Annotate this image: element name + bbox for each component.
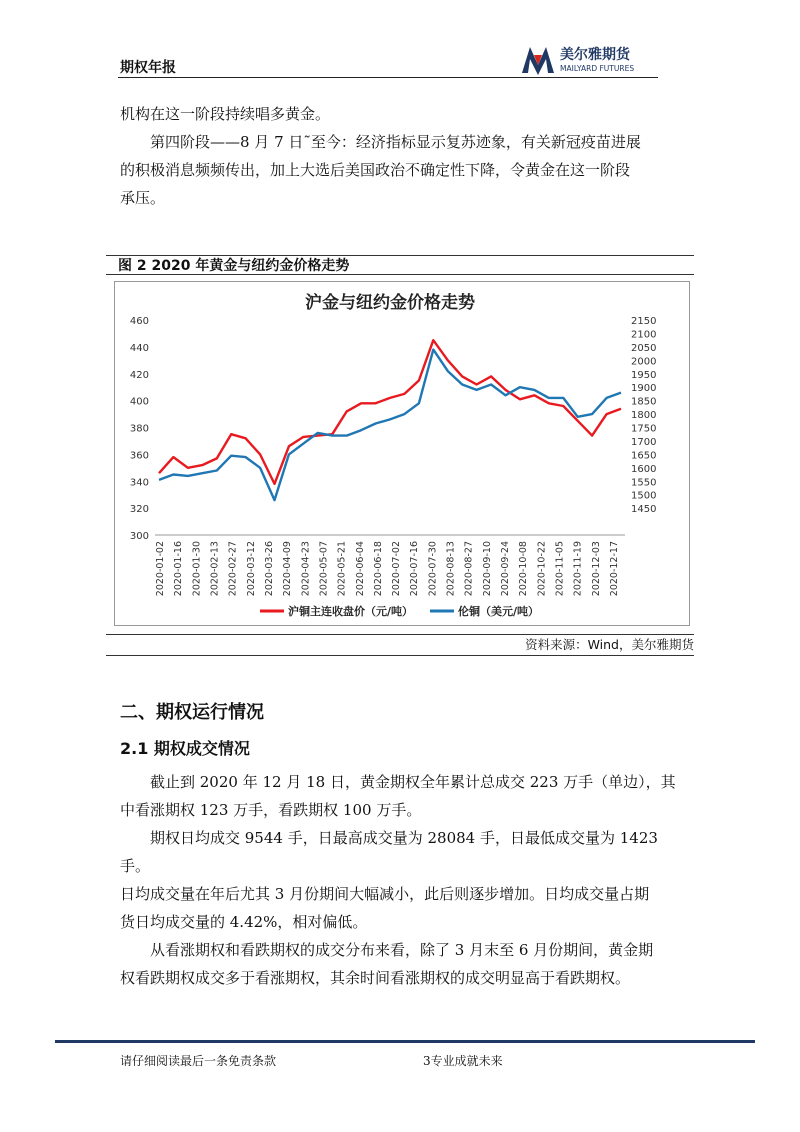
y-right-tick-label: 1600 — [631, 463, 657, 475]
x-tick-label: 2020-03-12 — [245, 541, 257, 597]
figure-source: 资料来源：Wind，美尔雅期货 — [106, 634, 694, 656]
x-tick-label: 2020-08-13 — [445, 541, 457, 597]
body-line: 从看涨期权和看跌期权的成交分布来看，除了 3 月末至 6 月份期间，黄金期 — [150, 941, 654, 959]
intro-paragraphs — [120, 100, 700, 212]
y-left-tick-label: 460 — [129, 316, 149, 327]
figure-caption: 图 2 2020 年黄金与纽约金价格走势 — [106, 255, 694, 275]
y-left-tick-label: 300 — [129, 531, 149, 542]
intro-line-1: 机构在这一阶段持续唱多黄金。 — [120, 105, 331, 123]
x-tick-label: 2020-01-16 — [173, 541, 185, 597]
x-tick-label: 2020-11-05 — [554, 541, 566, 597]
x-tick-label: 2020-01-02 — [155, 541, 166, 597]
y-left-tick-label: 320 — [129, 504, 149, 516]
y-right-tick-label: 1700 — [631, 436, 657, 448]
x-tick-label: 2020-12-03 — [590, 541, 602, 597]
x-tick-label: 2020-04-09 — [282, 541, 294, 597]
y-right-tick-label: 2150 — [631, 316, 657, 327]
body-line: 截止到 2020 年 12 月 18 日，黄金期权全年累计总成交 223 万手（单边），其 — [150, 773, 676, 791]
y-left-tick-label: 360 — [129, 450, 149, 462]
y-right-tick-label: 1800 — [631, 410, 657, 422]
x-tick-label: 2020-07-16 — [409, 541, 421, 597]
intro-line-3: 的积极消息频频传出，加上大选后美国政治不确定性下降，令黄金在这一阶段 — [120, 161, 631, 179]
x-tick-label: 2020-10-22 — [536, 541, 548, 597]
x-tick-label: 2020-07-30 — [427, 541, 439, 597]
logo-en: MAILYARD FUTURES — [560, 64, 635, 73]
intro-line-4: 承压。 — [120, 189, 166, 207]
body-line: 期权日均成交 9544 手，日最高成交量为 28084 手，日最低成交量为 1423 手。 — [120, 829, 658, 875]
logo-cn: 美尔雅期货 — [560, 47, 630, 63]
y-right-tick-label: 2000 — [631, 356, 657, 368]
y-right-tick-label: 1950 — [631, 369, 657, 381]
body-line: 权看跌期权成交多于看涨期权，其余时间看涨期权的成交明显高于看跌期权。 — [120, 969, 631, 987]
section-heading: 二、期权运行情况 — [120, 702, 264, 723]
footer-disclaimer: 请仔细阅读最后一条免责条款 — [120, 1054, 277, 1068]
report-title: 期权年报 — [120, 60, 176, 76]
y-right-tick-label: 1900 — [631, 383, 657, 395]
x-tick-label: 2020-02-27 — [227, 541, 239, 597]
y-left-tick-label: 340 — [129, 477, 149, 489]
section-body — [120, 768, 690, 992]
body-line: 日均成交量在年后尤其 3 月份期间大幅减小，此后则逐步增加。日均成交量占期 — [120, 885, 650, 903]
x-tick-label: 2020-09-24 — [500, 541, 512, 597]
x-tick-label: 2020-06-18 — [372, 541, 384, 597]
chart-container — [114, 281, 690, 626]
y-right-tick-label: 1450 — [631, 504, 657, 516]
legend-label: 伦铜（美元/吨） — [458, 605, 540, 618]
y-right-tick-label: 2100 — [631, 329, 657, 341]
y-right-tick-label: 1550 — [631, 477, 657, 489]
body-line: 中看涨期权 123 万手，看跌期权 100 万手。 — [120, 801, 422, 819]
x-tick-label: 2020-04-23 — [300, 541, 312, 597]
x-tick-label: 2020-09-10 — [481, 541, 493, 597]
y-left-tick-label: 400 — [129, 396, 149, 408]
company-logo — [520, 43, 660, 75]
x-tick-label: 2020-01-30 — [191, 541, 203, 597]
x-tick-label: 2020-06-04 — [354, 541, 366, 597]
x-tick-label: 2020-08-27 — [463, 541, 475, 597]
x-tick-label: 2020-05-21 — [336, 541, 348, 597]
x-tick-label: 2020-03-26 — [263, 541, 275, 597]
y-right-tick-label: 1500 — [631, 490, 657, 502]
y-right-tick-label: 2050 — [631, 342, 657, 354]
legend-label: 沪铜主连收盘价（元/吨） — [288, 605, 414, 618]
header-divider — [118, 77, 658, 78]
intro-line-2: 第四阶段——8 月 7 日˜至今：经济指标显示复苏迹象，有关新冠疫苗进展 — [150, 133, 641, 151]
y-left-tick-label: 420 — [129, 369, 149, 381]
x-tick-label: 2020-02-13 — [209, 541, 221, 597]
x-tick-label: 2020-12-17 — [609, 541, 620, 597]
price-chart — [115, 282, 689, 625]
x-tick-label: 2020-07-02 — [391, 541, 403, 597]
y-right-tick-label: 1750 — [631, 423, 657, 435]
x-tick-label: 2020-11-19 — [572, 541, 584, 597]
series-line-comex — [159, 350, 621, 501]
y-right-tick-label: 1650 — [631, 450, 657, 462]
y-left-tick-label: 380 — [129, 423, 149, 435]
series-line-shfe — [159, 340, 621, 484]
y-left-tick-label: 440 — [129, 342, 149, 354]
footer-page-slogan: 3专业成就未来 — [423, 1054, 503, 1068]
body-line: 货日均成交量的 4.42%，相对偏低。 — [120, 913, 368, 931]
subsection-heading: 2.1 期权成交情况 — [120, 739, 250, 758]
y-right-tick-label: 1850 — [631, 396, 657, 408]
x-tick-label: 2020-10-08 — [518, 541, 530, 597]
chart-title: 沪金与纽约金价格走势 — [305, 293, 475, 313]
x-tick-label: 2020-05-07 — [318, 541, 330, 597]
footer-divider — [55, 1040, 755, 1043]
